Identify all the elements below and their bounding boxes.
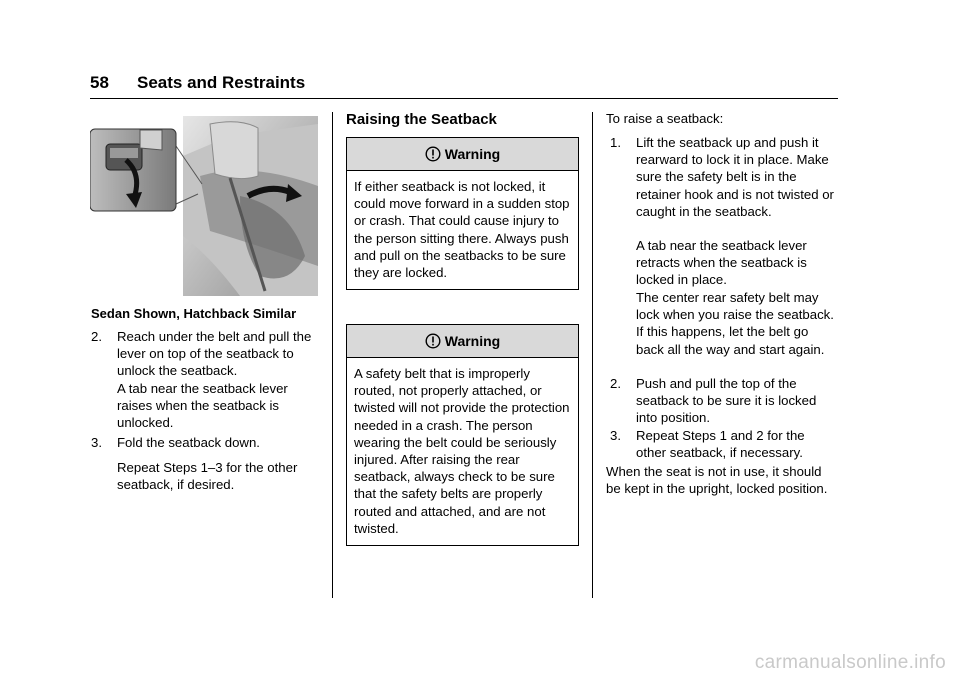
figure-caption: Sedan Shown, Hatchback Similar — [91, 306, 297, 321]
column-divider-left — [332, 112, 333, 598]
warning-title: Warning — [444, 333, 501, 349]
step-number: 3. — [91, 435, 102, 450]
step-1-note-b: The center rear safety belt may lock when you raise the seatback. If this happens, let the belt go back all the way and start again. — [636, 290, 834, 357]
warning-title: Warning — [444, 146, 501, 162]
step-text: Lift the seatback up and push it rearward to lock it in place. Make sure the safety belt is in the retainer hook and is not twisted or caught in the seatback. — [636, 135, 834, 219]
step-1-note-a: A tab near the seatback lever retracts when the seatback is locked in place. — [636, 238, 807, 288]
column-divider-right — [592, 112, 593, 598]
step-text: Push and pull the top of the seatback to be sure it is locked into position. — [636, 376, 817, 426]
step-2 — [91, 328, 323, 380]
step-text: Repeat Steps 1 and 2 for the other seatback, if necessary. — [636, 428, 805, 461]
step-2 — [610, 375, 838, 427]
step-number: 3. — [610, 428, 621, 443]
step-number: 2. — [610, 376, 621, 391]
step-3-note: Repeat Steps 1–3 for the other seatback, if desired. — [117, 460, 298, 493]
warning-header — [347, 138, 578, 171]
watermark: carmanualsonline.info — [754, 652, 946, 673]
closing-text: When the seat is not in use, it should be kept in the upright, locked position. — [606, 464, 828, 497]
step-3 — [91, 434, 323, 451]
step-2-note: A tab near the seatback lever raises when the seatback is unlocked. — [117, 381, 288, 431]
warning-icon — [425, 146, 441, 162]
step-3 — [610, 427, 838, 461]
page-header — [90, 70, 838, 99]
page-number: 58 — [90, 73, 109, 92]
step-number: 1. — [610, 135, 621, 150]
warning-text: If either seatback is not locked, it could move forward in a sudden stop or crash. That could cause injury to the person sitting there. Always push and pull on the seatbacks to be sure they are locked. — [354, 179, 570, 281]
warning-icon — [425, 333, 441, 349]
step-text: Fold the seatback down. — [117, 435, 260, 450]
step-number: 2. — [91, 329, 102, 344]
warning-header — [347, 325, 578, 358]
warning-box — [346, 137, 579, 290]
section-title: Seats and Restraints — [137, 73, 306, 92]
step-1 — [610, 134, 838, 220]
step-text: Reach under the belt and pull the lever on top of the seatback to unlock the seatback. — [117, 329, 312, 379]
warning-box — [346, 324, 579, 546]
seatback-lever-illustration — [90, 116, 318, 296]
intro-text: To raise a seatback: — [606, 111, 724, 126]
section-heading: Raising the Seatback — [346, 111, 497, 128]
warning-text: A safety belt that is improperly routed, not properly attached, or twisted will not provide the protection needed in a crash. The person wearing the belt could be seriously injured. After raising the rear seatback, always check to be sure that the safety belts are properly routed and attached, and are not twisted. — [354, 366, 570, 536]
